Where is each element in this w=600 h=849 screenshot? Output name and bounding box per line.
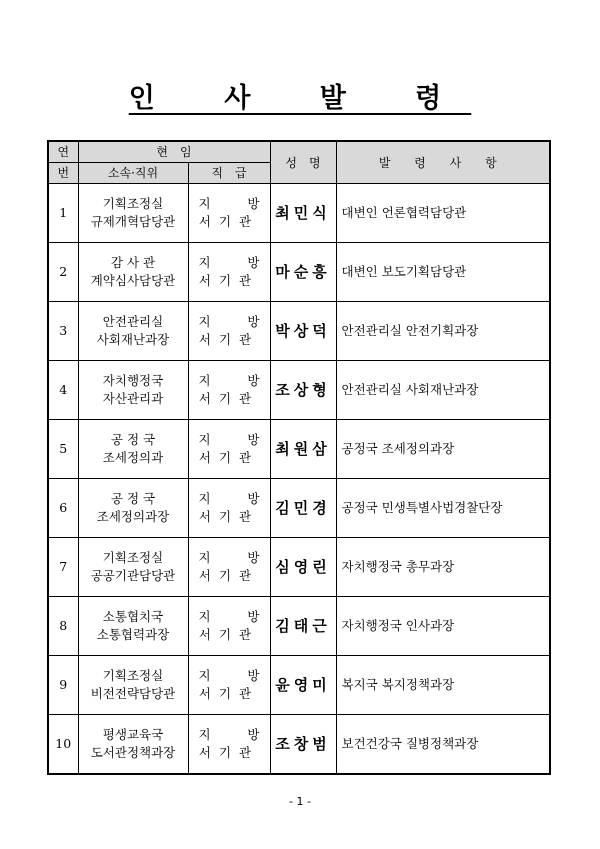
header-no-bottom: 번 [48,163,78,184]
dept-line-2: 도서관정책과장 [90,745,176,760]
person-name: 김태근 [270,597,336,656]
dept-line-2: 사회재난과장 [96,332,170,347]
rank-line-2: 서기관 [198,745,260,760]
rank-line-2: 서기관 [198,273,260,288]
new-post: 대변인 언론협력담당관 [336,184,550,243]
header-current: 현 임 [78,141,270,163]
person-name: 김민경 [270,479,336,538]
current-rank [188,715,270,775]
document-title: 인 사 발 령 [128,83,472,114]
personnel-table [47,140,551,775]
dept-line-1: 기획조정실 [102,196,164,211]
table-row [48,420,550,479]
table-row [48,184,550,243]
rank-line-2: 서기관 [198,568,260,583]
table-body [48,184,550,775]
new-post: 보건건강국 질병정책과장 [336,715,550,775]
rank-char-a: 지 [198,668,211,683]
rank-char-b: 방 [247,432,260,447]
row-number: 10 [48,715,78,775]
rank-line-1 [189,372,270,390]
rank-line-1 [189,726,270,744]
new-post: 공정국 조세정의과장 [336,420,550,479]
table-header-row-1 [48,141,550,163]
rank-char-b: 방 [247,609,260,624]
current-rank [188,479,270,538]
rank-char-b: 방 [247,491,260,506]
person-name: 마순흥 [270,243,336,302]
current-rank [188,243,270,302]
current-rank [188,420,270,479]
table-row [48,302,550,361]
dept-line-2: 규제개혁담당관 [90,214,176,229]
current-dept [78,420,188,479]
person-name: 조창범 [270,715,336,775]
table-row [48,656,550,715]
row-number: 7 [48,538,78,597]
rank-line-1 [189,490,270,508]
current-rank [188,597,270,656]
current-dept [78,302,188,361]
dept-line-1: 감 사 관 [110,255,156,270]
table-row [48,715,550,775]
current-dept [78,715,188,775]
dept-line-2: 소통협력과장 [96,627,170,642]
new-post: 대변인 보도기획담당관 [336,243,550,302]
table-row [48,538,550,597]
dept-line-1: 공 정 국 [110,491,156,506]
current-dept [78,597,188,656]
header-dept: 소속·직위 [78,163,188,184]
current-dept [78,538,188,597]
person-name: 윤영미 [270,656,336,715]
rank-char-b: 방 [247,727,260,742]
dept-line-2: 공공기관담당관 [90,568,176,583]
row-number: 2 [48,243,78,302]
rank-char-b: 방 [247,314,260,329]
current-dept [78,479,188,538]
rank-char-b: 방 [247,668,260,683]
current-rank [188,538,270,597]
new-post: 공정국 민생특별사법경찰단장 [336,479,550,538]
page-number: - 1 - [289,795,311,808]
row-number: 6 [48,479,78,538]
rank-line-1 [189,254,270,272]
rank-char-b: 방 [247,255,260,270]
current-rank [188,302,270,361]
current-dept [78,184,188,243]
row-number: 9 [48,656,78,715]
rank-char-a: 지 [198,196,211,211]
row-number: 1 [48,184,78,243]
rank-line-2: 서기관 [198,332,260,347]
rank-char-b: 방 [247,550,260,565]
rank-char-a: 지 [198,727,211,742]
row-number: 3 [48,302,78,361]
dept-line-1: 소통협치국 [102,609,164,624]
dept-line-1: 자치행정국 [102,373,164,388]
dept-line-1: 안전관리실 [102,314,164,329]
dept-line-2: 계약심사담당관 [90,273,176,288]
current-rank [188,184,270,243]
rank-line-2: 서기관 [198,391,260,406]
new-post: 자치행정국 총무과장 [336,538,550,597]
rank-char-a: 지 [198,314,211,329]
rank-char-a: 지 [198,491,211,506]
person-name: 심영린 [270,538,336,597]
current-dept [78,243,188,302]
header-no-top: 연 [48,141,78,163]
rank-line-1 [189,667,270,685]
rank-line-2: 서기관 [198,450,260,465]
table-row [48,243,550,302]
table-row [48,361,550,420]
dept-line-1: 평생교육국 [102,727,164,742]
dept-line-2: 조세정의과장 [96,509,170,524]
person-name: 조상형 [270,361,336,420]
table-row [48,597,550,656]
new-post: 안전관리실 사회재난과장 [336,361,550,420]
dept-line-1: 공 정 국 [110,432,156,447]
rank-line-2: 서기관 [198,509,260,524]
new-post: 자치행정국 인사과장 [336,597,550,656]
rank-line-1 [189,549,270,567]
rank-line-2: 서기관 [198,686,260,701]
rank-char-a: 지 [198,373,211,388]
current-rank [188,361,270,420]
row-number: 5 [48,420,78,479]
header-new-post: 발 령 사 항 [336,141,550,184]
rank-line-1 [189,195,270,213]
dept-line-1: 기획조정실 [102,668,164,683]
dept-line-1: 기획조정실 [102,550,164,565]
new-post: 복지국 복지정책과장 [336,656,550,715]
current-dept [78,361,188,420]
person-name: 최민식 [270,184,336,243]
dept-line-2: 조세정의과 [102,450,164,465]
person-name: 박상덕 [270,302,336,361]
rank-char-a: 지 [198,432,211,447]
person-name: 최원삼 [270,420,336,479]
rank-char-b: 방 [247,196,260,211]
rank-line-1 [189,431,270,449]
new-post: 안전관리실 안전기획과장 [336,302,550,361]
table-row [48,479,550,538]
dept-line-2: 비전전략담당관 [90,686,176,701]
rank-line-2: 서기관 [198,214,260,229]
rank-line-1 [189,313,270,331]
rank-line-2: 서기관 [198,627,260,642]
rank-char-a: 지 [198,550,211,565]
row-number: 4 [48,361,78,420]
current-rank [188,656,270,715]
row-number: 8 [48,597,78,656]
rank-char-a: 지 [198,255,211,270]
rank-line-1 [189,608,270,626]
dept-line-2: 자산관리과 [102,391,164,406]
rank-char-a: 지 [198,609,211,624]
current-dept [78,656,188,715]
header-name: 성 명 [270,141,336,184]
header-rank: 직 급 [188,163,270,184]
rank-char-b: 방 [247,373,260,388]
